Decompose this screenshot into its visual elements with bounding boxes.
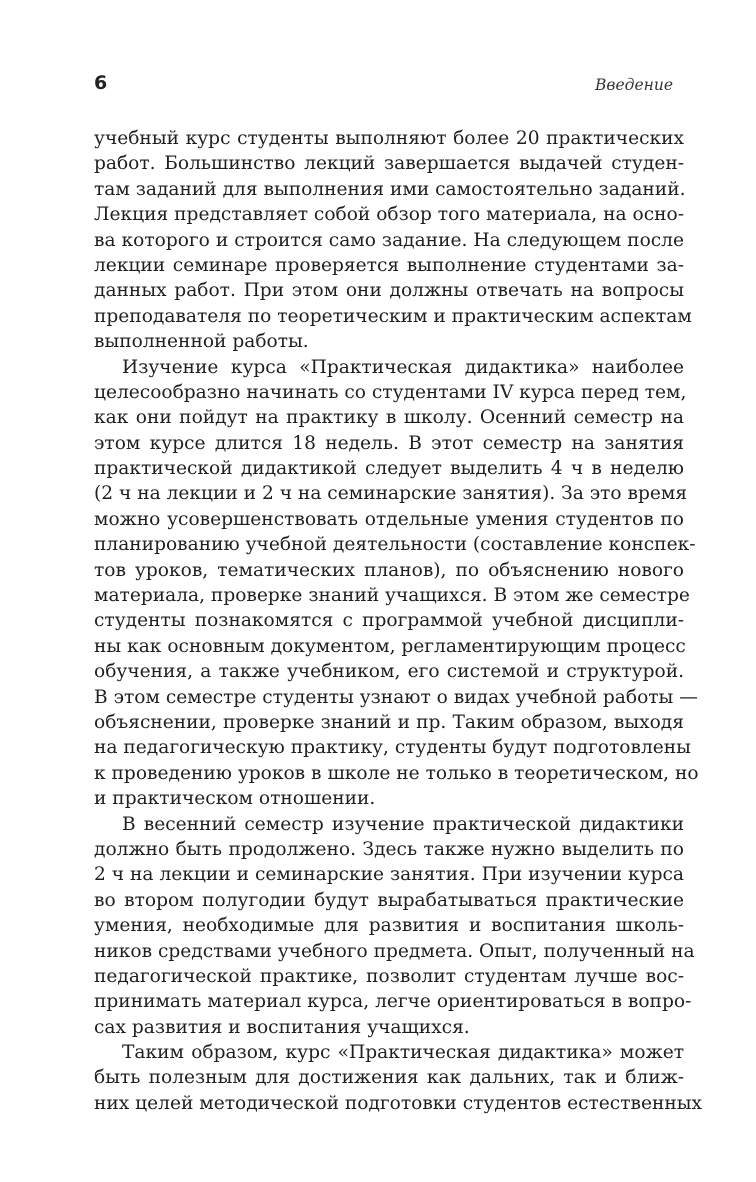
- text-line: практической дидактикой следует выделить 4 ч в неделю: [94, 458, 684, 480]
- text-line: них целей методической подготовки студентов естественных: [94, 1092, 703, 1114]
- text-line: и практическом отношении.: [94, 788, 376, 810]
- body-text: [94, 126, 703, 1116]
- text-line: В весенний семестр изучение практической дидактики: [122, 813, 684, 835]
- text-line: должно быть продолжено. Здесь также нужно выделить по: [94, 838, 684, 860]
- text-line: работ. Большинство лекций завершается выдачей студен-: [94, 153, 684, 175]
- text-line: умения, необходимые для развития и воспитания школь-: [94, 915, 684, 937]
- text-line: Лекция представляет собой обзор того материала, на осно-: [94, 204, 684, 226]
- text-line: (2 ч на лекции и 2 ч на семинарские занятия). За это время: [94, 483, 688, 505]
- text-line: сах развития и воспитания учащихся.: [94, 1016, 470, 1038]
- text-line: ва которого и строится само задание. На следующем после: [94, 229, 684, 251]
- text-line: лекции семинаре проверяется выполнение студентами за-: [94, 254, 684, 276]
- text-line: материала, проверке знаний учащихся. В этом же семестре: [94, 585, 690, 607]
- text-line: ны как основным документом, регламентирующим процесс: [94, 635, 686, 657]
- page-header: [94, 68, 673, 102]
- text-line: 2 ч на лекции и семинарские занятия. При изучении курса: [94, 864, 684, 886]
- text-line: обучения, а также учебником, его системой и структурой.: [94, 661, 684, 683]
- text-line: преподавателя по теоретическим и практическим аспектам: [94, 305, 692, 327]
- text-line: Таким образом, курс «Практическая дидактика» может: [122, 1042, 684, 1064]
- text-line: выполненной работы.: [94, 331, 309, 353]
- text-line: к проведению уроков в школе не только в теоретическом, но: [94, 762, 699, 784]
- text-line: как они пойдут на практику в школу. Осенний семестр на: [94, 407, 684, 429]
- text-line: можно усовершенствовать отдельные умения студентов по: [94, 508, 684, 530]
- text-line: педагогической практике, позволит студентам лучше вос-: [94, 965, 684, 987]
- text-line: В этом семестре студенты узнают о видах учебной работы —: [94, 686, 698, 708]
- text-line: быть полезным для достижения как дальних, так и ближ-: [94, 1067, 684, 1089]
- text-line: учебный курс студенты выполняют более 20 практических: [94, 128, 684, 149]
- text-line: Изучение курса «Практическая дидактика» наиболее: [122, 356, 684, 378]
- text-line: тов уроков, тематических планов), по объяснению нового: [94, 559, 684, 581]
- text-line: ников средствами учебного предмета. Опыт, полученный на: [94, 940, 695, 962]
- text-line: на педагогическую практику, студенты будут подготовлены: [94, 737, 691, 759]
- text-line: во втором полугодии будут вырабатываться практические: [94, 889, 684, 911]
- text-line: данных работ. При этом они должны отвечать на вопросы: [94, 280, 684, 302]
- text-line: этом курсе длится 18 недель. В этот семестр на занятия: [94, 432, 684, 454]
- running-head: Введение: [595, 76, 673, 94]
- text-line: там заданий для выполнения ими самостоятельно заданий.: [94, 178, 686, 200]
- text-line: объяснении, проверке знаний и пр. Таким образом, выходя: [94, 711, 684, 733]
- text-line: планированию учебной деятельности (составление конспек-: [94, 534, 696, 556]
- text-line: целесообразно начинать со студентами IV курса перед тем,: [94, 381, 687, 403]
- text-line: принимать материал курса, легче ориентироваться в вопро-: [94, 991, 692, 1013]
- text-line: студенты познакомятся с программой учебной дисципли-: [94, 610, 684, 632]
- page-number: 6: [94, 72, 108, 94]
